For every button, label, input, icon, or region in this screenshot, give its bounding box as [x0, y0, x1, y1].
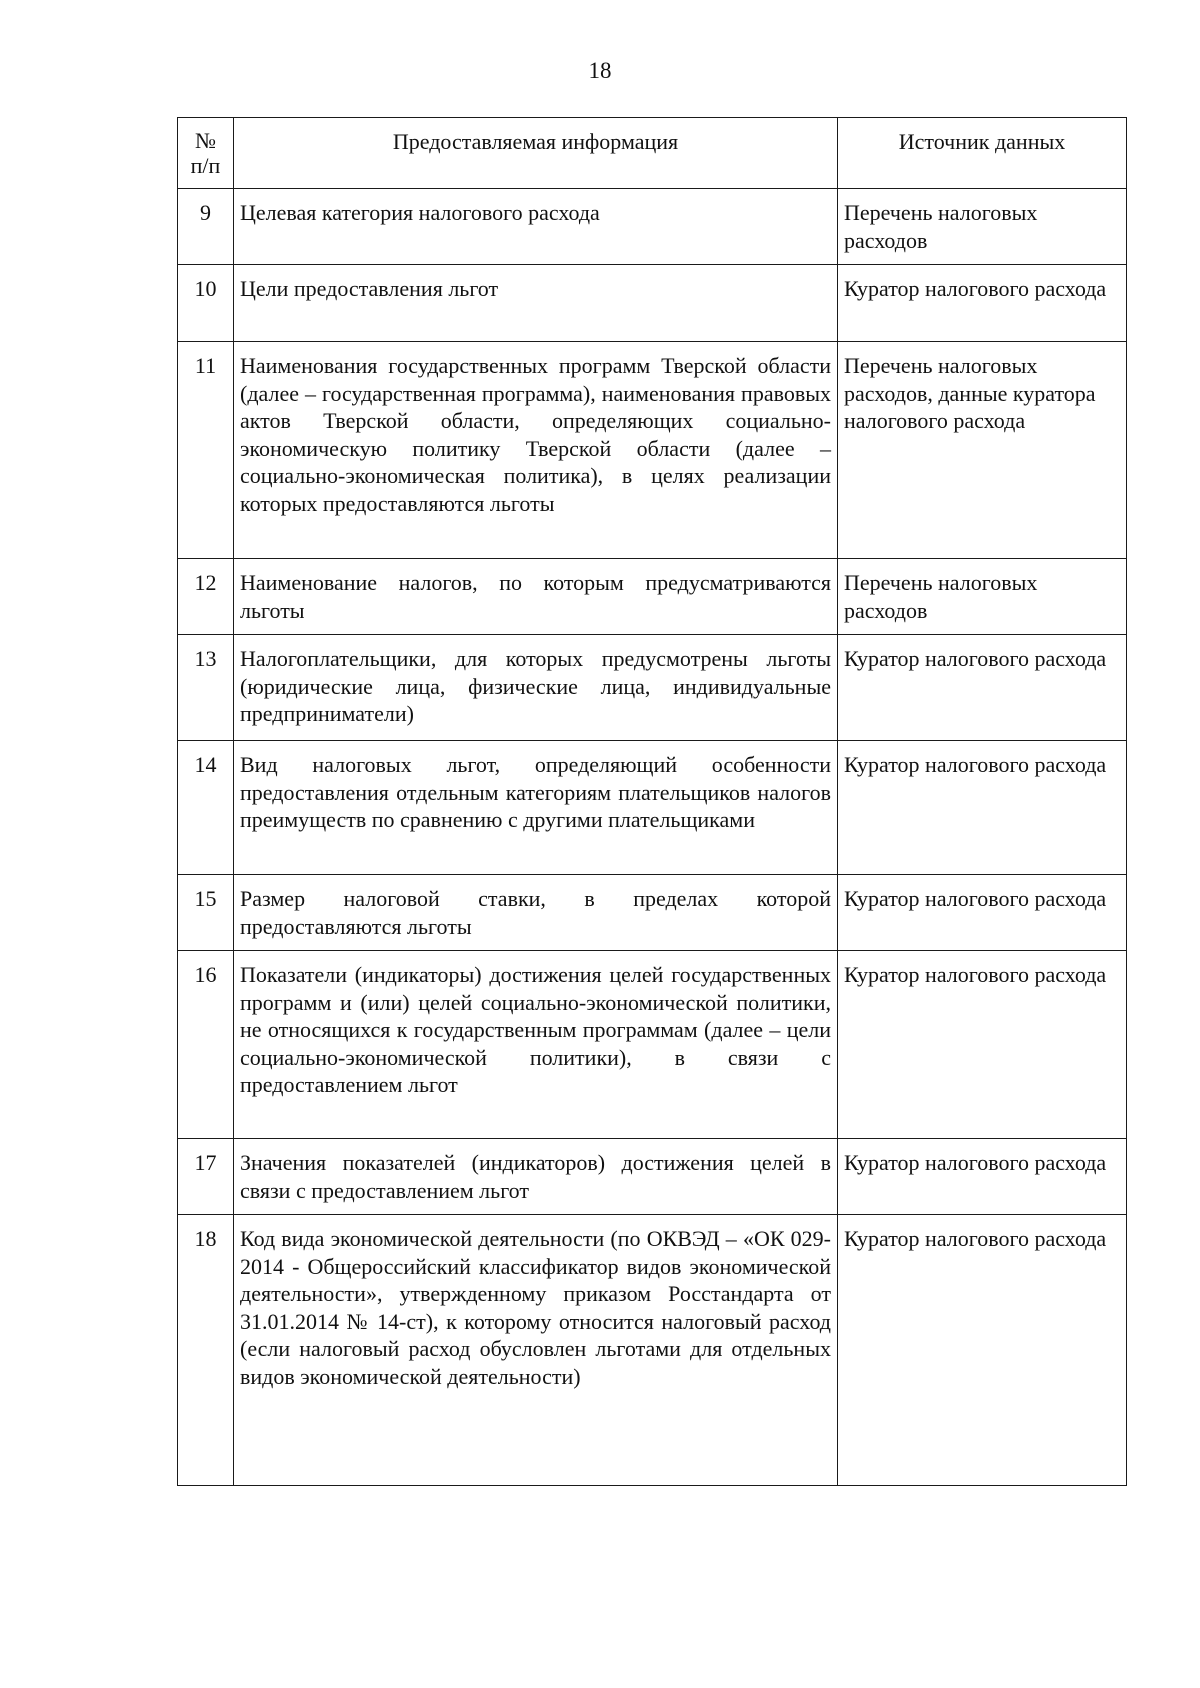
- table-row: [178, 189, 1127, 265]
- row-information: Наименования государственных программ Тверской области (далее – государственная программа), наименования правовых актов Тверской области, определяющих социально-экономическую политику Тверской области (далее – социально-экономическая политика), в целях реализации которых предоставляются льготы: [234, 342, 838, 559]
- table-header-row: [178, 118, 1127, 189]
- row-information: Размер налоговой ставки, в пределах которой предоставляются льготы: [234, 875, 838, 951]
- table-row: [178, 1139, 1127, 1215]
- row-data-source: Куратор налогового расхода: [838, 875, 1127, 951]
- row-number: 16: [178, 951, 234, 1139]
- table-row: [178, 875, 1127, 951]
- row-data-source: Перечень налоговых расходов: [838, 559, 1127, 635]
- row-data-source: Перечень налоговых расходов, данные куратора налогового расхода: [838, 342, 1127, 559]
- row-data-source: Куратор налогового расхода: [838, 1215, 1127, 1486]
- row-number: 14: [178, 741, 234, 875]
- row-information: Цели предоставления льгот: [234, 265, 838, 342]
- row-information: Целевая категория налогового расхода: [234, 189, 838, 265]
- row-data-source: Куратор налогового расхода: [838, 635, 1127, 741]
- row-number: 15: [178, 875, 234, 951]
- row-information: Наименование налогов, по которым предусматриваются льготы: [234, 559, 838, 635]
- row-information: Код вида экономической деятельности (по ОКВЭД – «ОК 029-2014 - Общероссийский классификатор видов экономической деятельности», утвержденному приказом Росстандарта от 31.01.2014 № 14-ст), к которому относится налоговый расход (если налоговый расход обусловлен льготами для отдельных видов экономической деятельности): [234, 1215, 838, 1486]
- row-number: 11: [178, 342, 234, 559]
- row-number: 12: [178, 559, 234, 635]
- row-number: 13: [178, 635, 234, 741]
- table-row: [178, 342, 1127, 559]
- row-number: 9: [178, 189, 234, 265]
- table-row: [178, 951, 1127, 1139]
- row-information: Значения показателей (индикаторов) достижения целей в связи с предоставлением льгот: [234, 1139, 838, 1215]
- row-data-source: Перечень налоговых расходов: [838, 189, 1127, 265]
- row-information: Вид налоговых льгот, определяющий особенности предоставления отдельным категориям плательщиков налогов преимуществ по сравнению с другими плательщиками: [234, 741, 838, 875]
- row-number: 17: [178, 1139, 234, 1215]
- table-row: [178, 635, 1127, 741]
- table-row: [178, 1215, 1127, 1486]
- row-data-source: Куратор налогового расхода: [838, 265, 1127, 342]
- page-number: 18: [588, 58, 612, 83]
- row-number: 18: [178, 1215, 234, 1486]
- table-row: [178, 741, 1127, 875]
- information-table: [177, 117, 1127, 1486]
- header-number: № п/п: [178, 118, 234, 189]
- row-number: 10: [178, 265, 234, 342]
- row-data-source: Куратор налогового расхода: [838, 1139, 1127, 1215]
- row-data-source: Куратор налогового расхода: [838, 951, 1127, 1139]
- table-row: [178, 265, 1127, 342]
- header-information: Предоставляемая информация: [234, 118, 838, 189]
- row-information: Показатели (индикаторы) достижения целей государственных программ и (или) целей социально-экономической политики, не относящихся к государственным программам (далее – цели социально-экономической политики), в связи с предоставлением льгот: [234, 951, 838, 1139]
- table-row: [178, 559, 1127, 635]
- row-information: Налогоплательщики, для которых предусмотрены льготы (юридические лица, физические лица, индивидуальные предприниматели): [234, 635, 838, 741]
- header-data-source: Источник данных: [838, 118, 1127, 189]
- row-data-source: Куратор налогового расхода: [838, 741, 1127, 875]
